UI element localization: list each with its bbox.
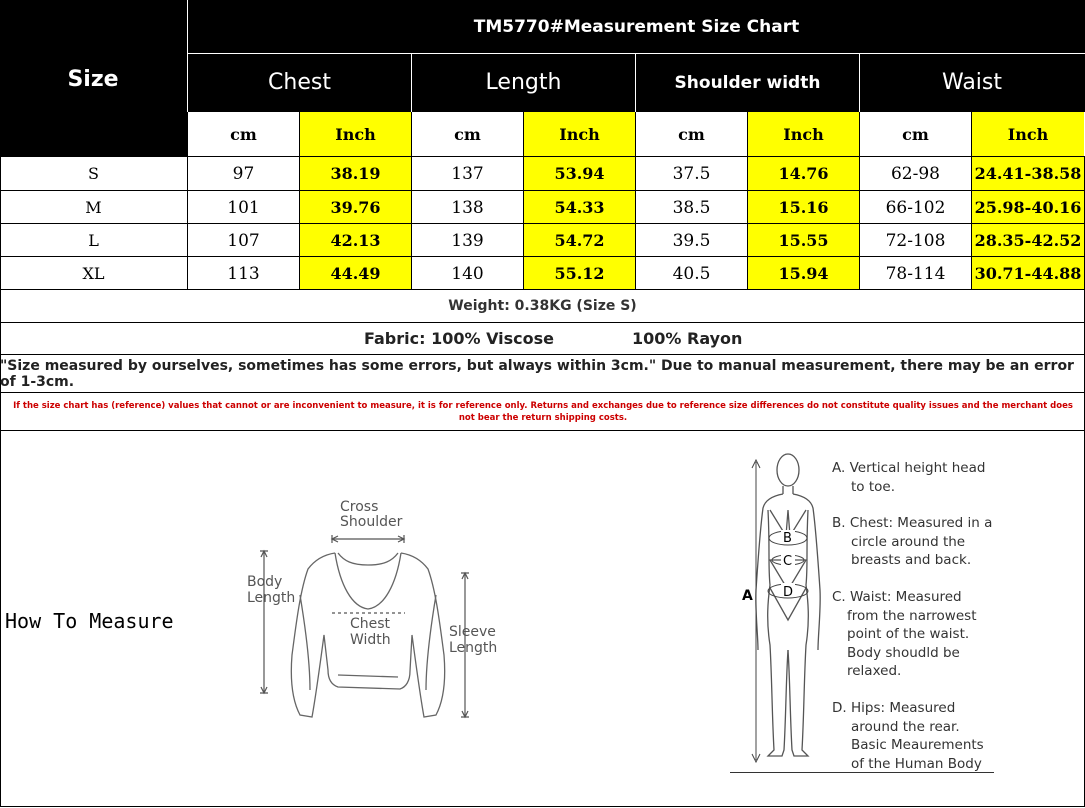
size-header: Size <box>67 66 119 92</box>
note-c-line-4: Body shoudld be <box>847 644 960 661</box>
chart-title: TM5770#Measurement Size Chart <box>473 17 800 37</box>
chest-width-label-1: Chest <box>350 616 391 632</box>
sleeve-length-label-1: Sleeve <box>449 624 496 640</box>
size-cell: S <box>88 164 99 183</box>
body-figure-diagram <box>730 450 830 775</box>
sleeve-length-label-2: Length <box>449 640 498 656</box>
col-chest: Chest <box>268 70 331 95</box>
unit-length-inch: Inch <box>524 112 635 156</box>
cm-value-cell: 137 <box>451 163 484 184</box>
note-b-line-1: B. Chest: Measured in a <box>832 515 993 531</box>
cross-shoulder-label-2: Shoulder <box>340 514 403 530</box>
inch-value-cell: 39.76 <box>300 191 411 224</box>
note-c-line-2: from the narrowest <box>847 607 977 624</box>
unit-waist-cm: cm <box>902 124 929 144</box>
marker-a: A <box>742 588 753 604</box>
cm-value-cell: 39.5 <box>672 230 711 251</box>
note-d-line-3: Basic Meaurements <box>851 737 984 753</box>
cm-value-cell: 66-102 <box>885 197 946 218</box>
cm-value-cell: 101 <box>227 197 260 218</box>
inch-value-cell: 14.76 <box>748 157 859 190</box>
inch-value-cell: 25.98-40.16 <box>972 191 1084 224</box>
inch-value-cell: 55.12 <box>524 257 635 290</box>
marker-c: C <box>783 554 793 569</box>
note-b <box>832 514 992 570</box>
measurement-note: "Size measured by ourselves, sometimes has some errors, but always within 3cm." Due to manual measurement, there may be an error of 1-3cm. <box>0 357 1074 390</box>
unit-chest-inch: Inch <box>300 112 411 156</box>
cm-value-cell: 139 <box>451 230 484 251</box>
inch-value-cell: 28.35-42.52 <box>972 224 1084 257</box>
note-a-line-1: A. Vertical height head <box>832 460 986 476</box>
size-cell: M <box>85 198 102 217</box>
cm-value-cell: 138 <box>451 197 484 218</box>
cm-value-cell: 37.5 <box>672 163 711 184</box>
inch-value-cell: 44.49 <box>300 257 411 290</box>
marker-b: B <box>783 531 792 546</box>
note-d-line-2: around the rear. <box>851 718 960 735</box>
chest-width-label-2: Width <box>350 632 391 648</box>
cm-value-cell: 113 <box>227 263 260 284</box>
unit-shoulder-inch: Inch <box>748 112 859 156</box>
body-length-label-1: Body <box>247 574 283 590</box>
col-shoulder: Shoulder width <box>674 72 821 93</box>
cm-value-cell: 72-108 <box>885 230 946 251</box>
inch-value-cell: 54.72 <box>524 224 635 257</box>
col-waist: Waist <box>941 70 1003 95</box>
cm-value-cell: 40.5 <box>672 263 711 284</box>
inch-value-cell: 38.19 <box>300 157 411 190</box>
inch-value-cell: 15.94 <box>748 257 859 290</box>
fabric-right: 100% Rayon <box>632 329 743 348</box>
note-b-line-2: circle around the <box>851 533 966 550</box>
unit-shoulder-cm: cm <box>678 124 705 144</box>
note-d-line-1: D. Hips: Measured <box>832 700 956 716</box>
size-cell: XL <box>82 264 105 283</box>
inch-value-cell: 30.71-44.88 <box>972 257 1084 290</box>
inch-value-cell: 15.16 <box>748 191 859 224</box>
cm-value-cell: 97 <box>232 163 255 184</box>
note-d <box>832 699 984 773</box>
weight-text: Weight: 0.38KG (Size S) <box>448 298 637 314</box>
inch-value-cell: 42.13 <box>300 224 411 257</box>
disclaimer-text: If the size chart has (reference) values that cannot or are inconvenient to measure, it is for reference only. Returns and exchanges due to reference size differences do not constitute quality issues and the merchant does not bear the return shipping costs. <box>13 401 1073 423</box>
note-c-line-3: point of the waist. <box>847 626 970 642</box>
unit-length-cm: cm <box>454 124 481 144</box>
note-c-line-5: relaxed. <box>847 663 902 679</box>
cm-value-cell: 38.5 <box>672 197 711 218</box>
how-to-measure-label: How To Measure <box>5 609 174 633</box>
inch-value-cell: 54.33 <box>524 191 635 224</box>
size-cell: L <box>88 231 99 250</box>
cm-value-cell: 78-114 <box>885 263 946 284</box>
note-c-line-1: C. Waist: Measured <box>832 589 962 605</box>
unit-waist-inch: Inch <box>972 112 1084 156</box>
note-c <box>832 588 976 681</box>
inch-value-cell: 24.41-38.58 <box>972 157 1084 190</box>
garment-diagram <box>240 495 510 725</box>
marker-d: D <box>783 585 794 600</box>
inch-value-cell: 53.94 <box>524 157 635 190</box>
note-d-line-4: of the Human Body <box>851 755 982 772</box>
cross-shoulder-label-1: Cross <box>340 499 379 515</box>
cm-value-cell: 140 <box>451 263 484 284</box>
note-a-line-2: to toe. <box>851 478 895 495</box>
inch-value-cell: 15.55 <box>748 224 859 257</box>
note-b-line-3: breasts and back. <box>851 552 972 568</box>
fabric-left: Fabric: 100% Viscose <box>364 329 555 348</box>
unit-chest-cm: cm <box>230 124 257 144</box>
note-a <box>832 459 985 496</box>
col-length: Length <box>485 70 562 95</box>
cm-value-cell: 107 <box>227 230 260 251</box>
body-length-label-2: Length <box>247 590 296 606</box>
cm-value-cell: 62-98 <box>890 163 940 184</box>
